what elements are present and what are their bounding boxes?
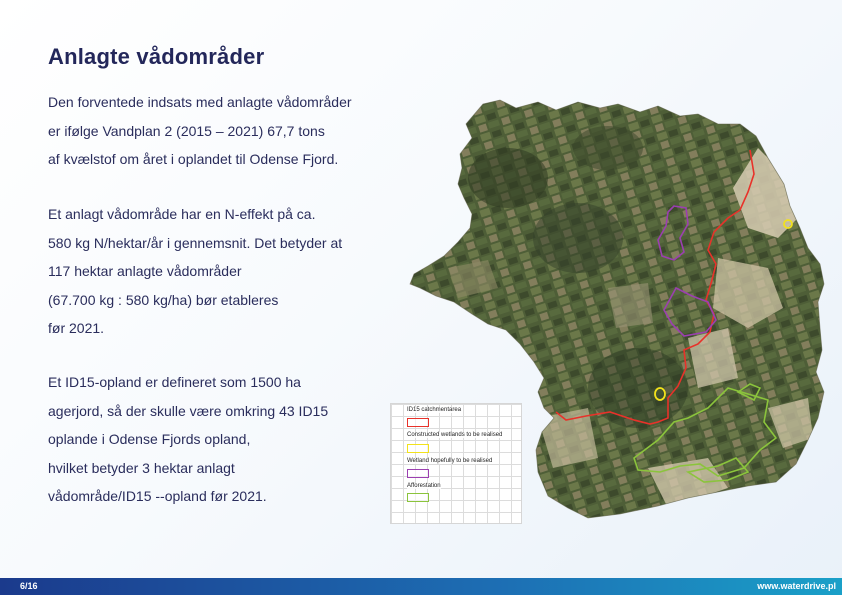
slide-title: Anlagte vådområder [48,44,265,69]
paragraph-n-effect [48,200,342,343]
paragraph-line: Et ID15-opland er defineret som 1500 ha [48,374,301,390]
legend-swatch-catchment [407,418,429,427]
legend-label: Constructed wetlands to be realised [407,432,503,438]
paragraph-line: af kvælstof om året i oplandet til Odense Fjord. [48,151,339,167]
paragraph-id15 [48,368,328,511]
website-link[interactable]: www.waterdrive.pl [757,581,836,591]
legend-swatch-constructed-wetlands [407,444,429,453]
legend-label: ID15 catchmentarea [407,407,462,413]
legend-swatch-afforestation [407,493,429,502]
paragraph-line: agerjord, så der skulle være omkring 43 ID15 [48,402,329,419]
paragraph-line: hvilket betyder 3 hektar anlagt [48,459,235,476]
paragraph-line: 580 kg N/hektar/år i gennemsnit. Det betyder at [48,234,343,251]
paragraph-line: før 2021. [48,320,105,336]
paragraph-line: oplande i Odense Fjords opland, [48,431,251,447]
paragraph-line: Den forventede indsats med anlagte vådområder [48,94,352,110]
paragraph-line: (67.700 kg : 580 kg/ha) bør etableres [48,291,279,308]
paragraph-line: Et anlagt vådområde har en N-effekt på ca. [48,206,316,222]
paragraph-target [48,88,352,174]
map-legend [390,403,522,524]
paragraph-line: er ifølge Vandplan 2 (2015 – 2021) 67,7 tons [48,122,325,139]
page-number: 6/16 [20,581,38,591]
legend-swatch-wetland-hopefully [407,469,429,478]
legend-label: Wetland hopefully to be realised [407,458,493,464]
legend-label: Afforestation [407,483,441,489]
paragraph-line: 117 hektar anlagte vådområder [48,263,242,279]
paragraph-line: vådområde/ID15 --opland før 2021. [48,488,267,504]
footer-bar [0,578,842,595]
